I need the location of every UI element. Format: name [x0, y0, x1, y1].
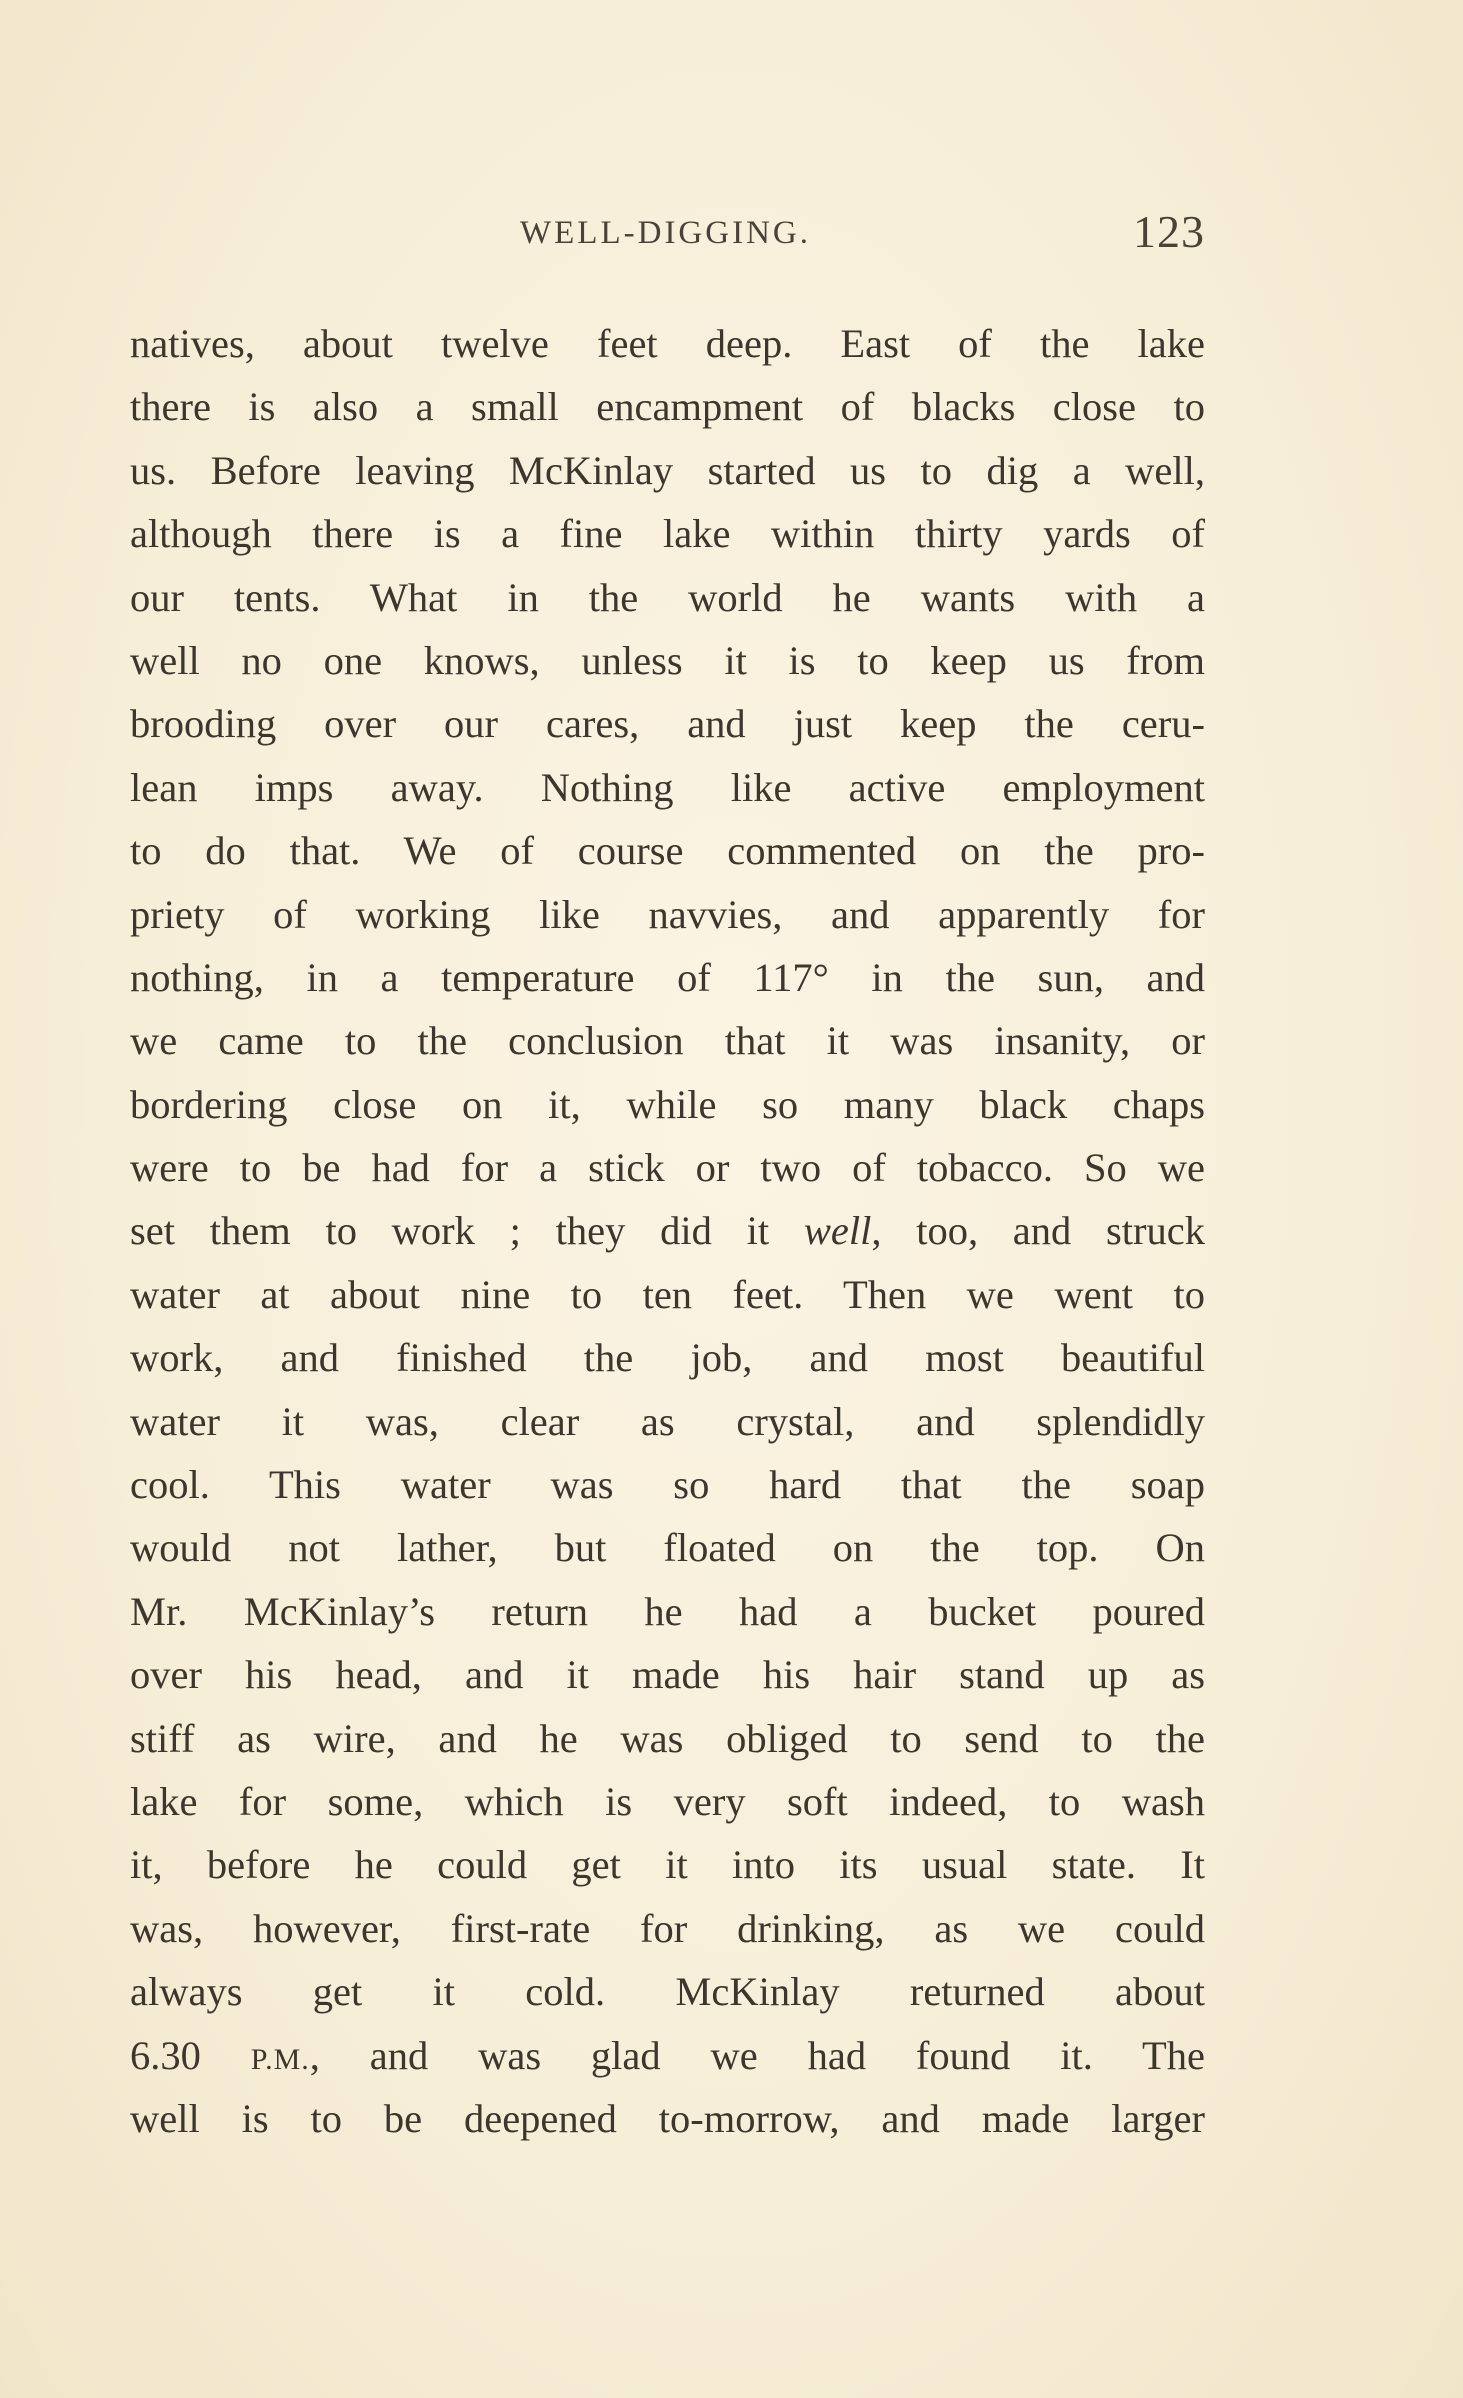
text-line: well is to be deepened to-morrow, and made larger	[130, 2095, 1205, 2141]
text-segment: , too, and struck	[871, 1208, 1205, 1254]
text-line: our tents. What in the world he wants with a	[130, 574, 1205, 620]
text-line: there is also a small encampment of blacks close to	[130, 384, 1205, 430]
text-line: bordering close on it, while so many black chaps	[130, 1081, 1205, 1127]
text-line: water it was, clear as crystal, and splendidly	[130, 1398, 1205, 1444]
text-line: stiff as wire, and he was obliged to send to the	[130, 1715, 1205, 1761]
body-text	[130, 312, 1205, 2150]
text-line: work, and finished the job, and most beautiful	[130, 1335, 1205, 1381]
text-line: over his head, and it made his hair stand up as	[130, 1652, 1205, 1698]
text-segment: 6.30	[130, 2032, 251, 2078]
text-line: it, before he could get it into its usual state. It	[130, 1842, 1205, 1888]
text-line: were to be had for a stick or two of tobacco. So we	[130, 1145, 1205, 1191]
text-segment: set them to work ; they did it	[130, 1208, 804, 1254]
text-line: nothing, in a temperature of 117° in the sun, and	[130, 954, 1205, 1000]
text-line: always get it cold. McKinlay returned about	[130, 1969, 1205, 2015]
text-segment: , and was glad we had found it. The	[309, 2032, 1205, 2078]
text-line: to do that. We of course commented on the pro-	[130, 828, 1205, 874]
text-line: we came to the conclusion that it was insanity, or	[130, 1018, 1205, 1064]
text-line: lake for some, which is very soft indeed, to wash	[130, 1778, 1205, 1824]
text-line: natives, about twelve feet deep. East of the lake	[130, 321, 1205, 366]
text-line: cool. This water was so hard that the soap	[130, 1462, 1205, 1508]
text-line: priety of working like navvies, and apparently for	[130, 891, 1205, 937]
text-line: well no one knows, unless it is to keep us from	[130, 637, 1205, 683]
text-line: lean imps away. Nothing like active employment	[130, 764, 1205, 810]
running-title: WELL-DIGGING.	[520, 215, 811, 251]
text-line: water at about nine to ten feet. Then we went to	[130, 1271, 1205, 1317]
text-line: although there is a fine lake within thirty yards of	[130, 511, 1205, 557]
small-caps-abbrev: P.M.	[250, 2042, 310, 2076]
italic-word: well	[803, 1208, 872, 1254]
text-line: was, however, first-rate for drinking, as we could	[130, 1905, 1205, 1951]
text-line: Mr. McKinlay’s return he had a bucket poured	[130, 1588, 1205, 1634]
running-head	[130, 205, 1205, 265]
text-line: would not lather, but floated on the top. On	[130, 1525, 1205, 1571]
page-number: 123	[1133, 206, 1205, 257]
text-line: brooding over our cares, and just keep the ceru-	[130, 701, 1205, 747]
text-line	[130, 2024, 1205, 2087]
text-line: us. Before leaving McKinlay started us to dig a well,	[130, 447, 1205, 493]
text-line	[130, 1199, 1205, 1262]
